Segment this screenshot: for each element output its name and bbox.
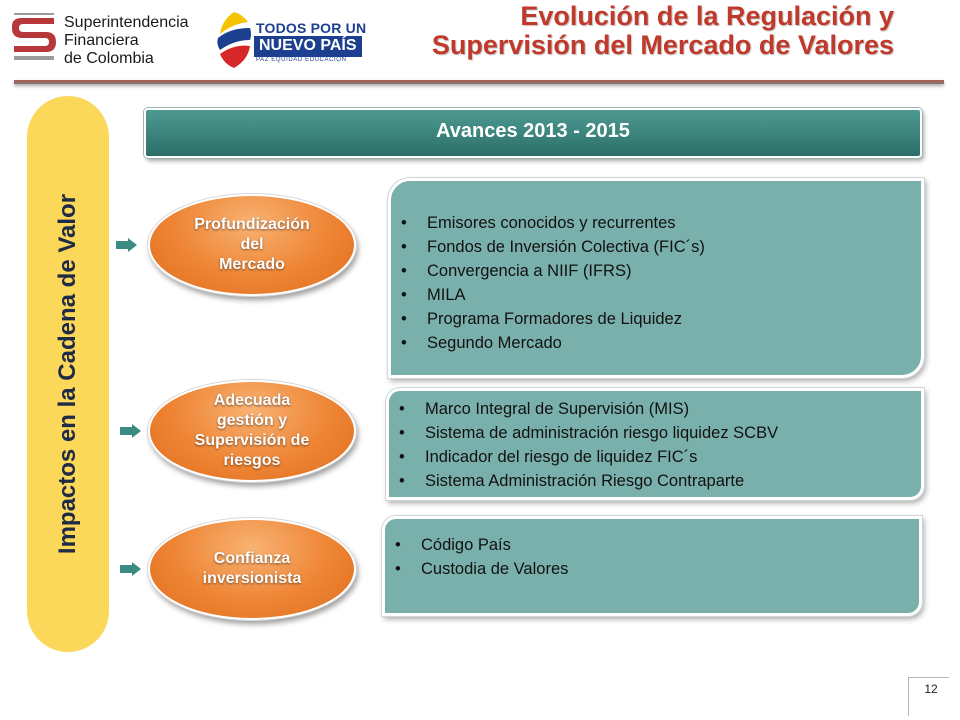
progress-banner-label: Avances 2013 - 2015	[436, 120, 630, 142]
page-title-line-1: Evolución de la Regulación y	[520, 1, 894, 31]
tpp-logo-icon	[212, 10, 256, 72]
sfc-logo-text	[64, 14, 189, 68]
category-oval-risk-supervision	[148, 380, 356, 482]
list-item: • Segundo Mercado	[391, 331, 921, 355]
campaign-logo-line-1: TODOS POR UN	[256, 20, 367, 36]
category-label-line: Confianza	[213, 550, 291, 567]
list-item: • Convergencia a NIIF (IFRS)	[391, 259, 921, 283]
category-label-line: gestión y	[216, 412, 288, 429]
page-title	[432, 2, 894, 60]
category-label-line: Adecuada	[213, 392, 291, 409]
category-label-line: inversionista	[202, 570, 302, 587]
campaign-logo-line-3: PAZ EQUIDAD EDUCACIÓN	[256, 57, 347, 63]
category-label	[167, 549, 337, 589]
value-chain-label: Impactos en la Cadena de Valor	[54, 193, 81, 555]
achievements-list	[389, 391, 921, 493]
achievements-panel-2	[386, 388, 924, 500]
category-oval-market-depth	[148, 194, 356, 296]
page-title-line-2: Supervisión del Mercado de Valores	[431, 30, 894, 60]
list-item: • Indicador del riesgo de liquidez FIC´s	[389, 445, 921, 469]
campaign-logo-line-2: NUEVO PAÍS	[254, 36, 362, 57]
achievements-list	[385, 519, 919, 581]
sfc-logo-line-1: Superintendencia	[64, 14, 189, 31]
header-divider	[14, 80, 944, 84]
sfc-logo-line-2: Financiera	[64, 32, 139, 49]
arrow-right-icon	[120, 562, 142, 576]
category-label-line: del	[240, 236, 264, 253]
list-item: • Código País	[385, 533, 919, 557]
list-item: • Custodia de Valores	[385, 557, 919, 581]
list-item: • Fondos de Inversión Colectiva (FIC´s)	[391, 235, 921, 259]
achievements-panel-1	[388, 178, 924, 378]
list-item: • Marco Integral de Supervisión (MIS)	[389, 397, 921, 421]
category-label-line: Profundización	[194, 216, 310, 233]
list-item: • Sistema Administración Riesgo Contraparte	[389, 469, 921, 493]
category-label	[167, 391, 337, 471]
category-label-line: Mercado	[219, 256, 285, 273]
list-item: • Sistema de administración riesgo liquidez SCBV	[389, 421, 921, 445]
sfc-logo-icon	[8, 12, 60, 66]
achievements-list	[391, 181, 921, 355]
list-item: • Emisores conocidos y recurrentes	[391, 211, 921, 235]
category-label	[167, 215, 337, 275]
page-number: 12	[924, 682, 938, 696]
achievements-panel-3	[382, 516, 922, 616]
category-oval-investor-confidence	[148, 518, 356, 620]
arrow-right-icon	[120, 424, 142, 438]
arrow-right-icon	[116, 238, 138, 252]
list-item: • MILA	[391, 283, 921, 307]
category-label-line: riesgos	[223, 452, 281, 469]
sfc-logo-line-3: de Colombia	[64, 50, 154, 67]
category-label-line: Supervisión de	[194, 432, 310, 449]
list-item: • Programa Formadores de Liquidez	[391, 307, 921, 331]
